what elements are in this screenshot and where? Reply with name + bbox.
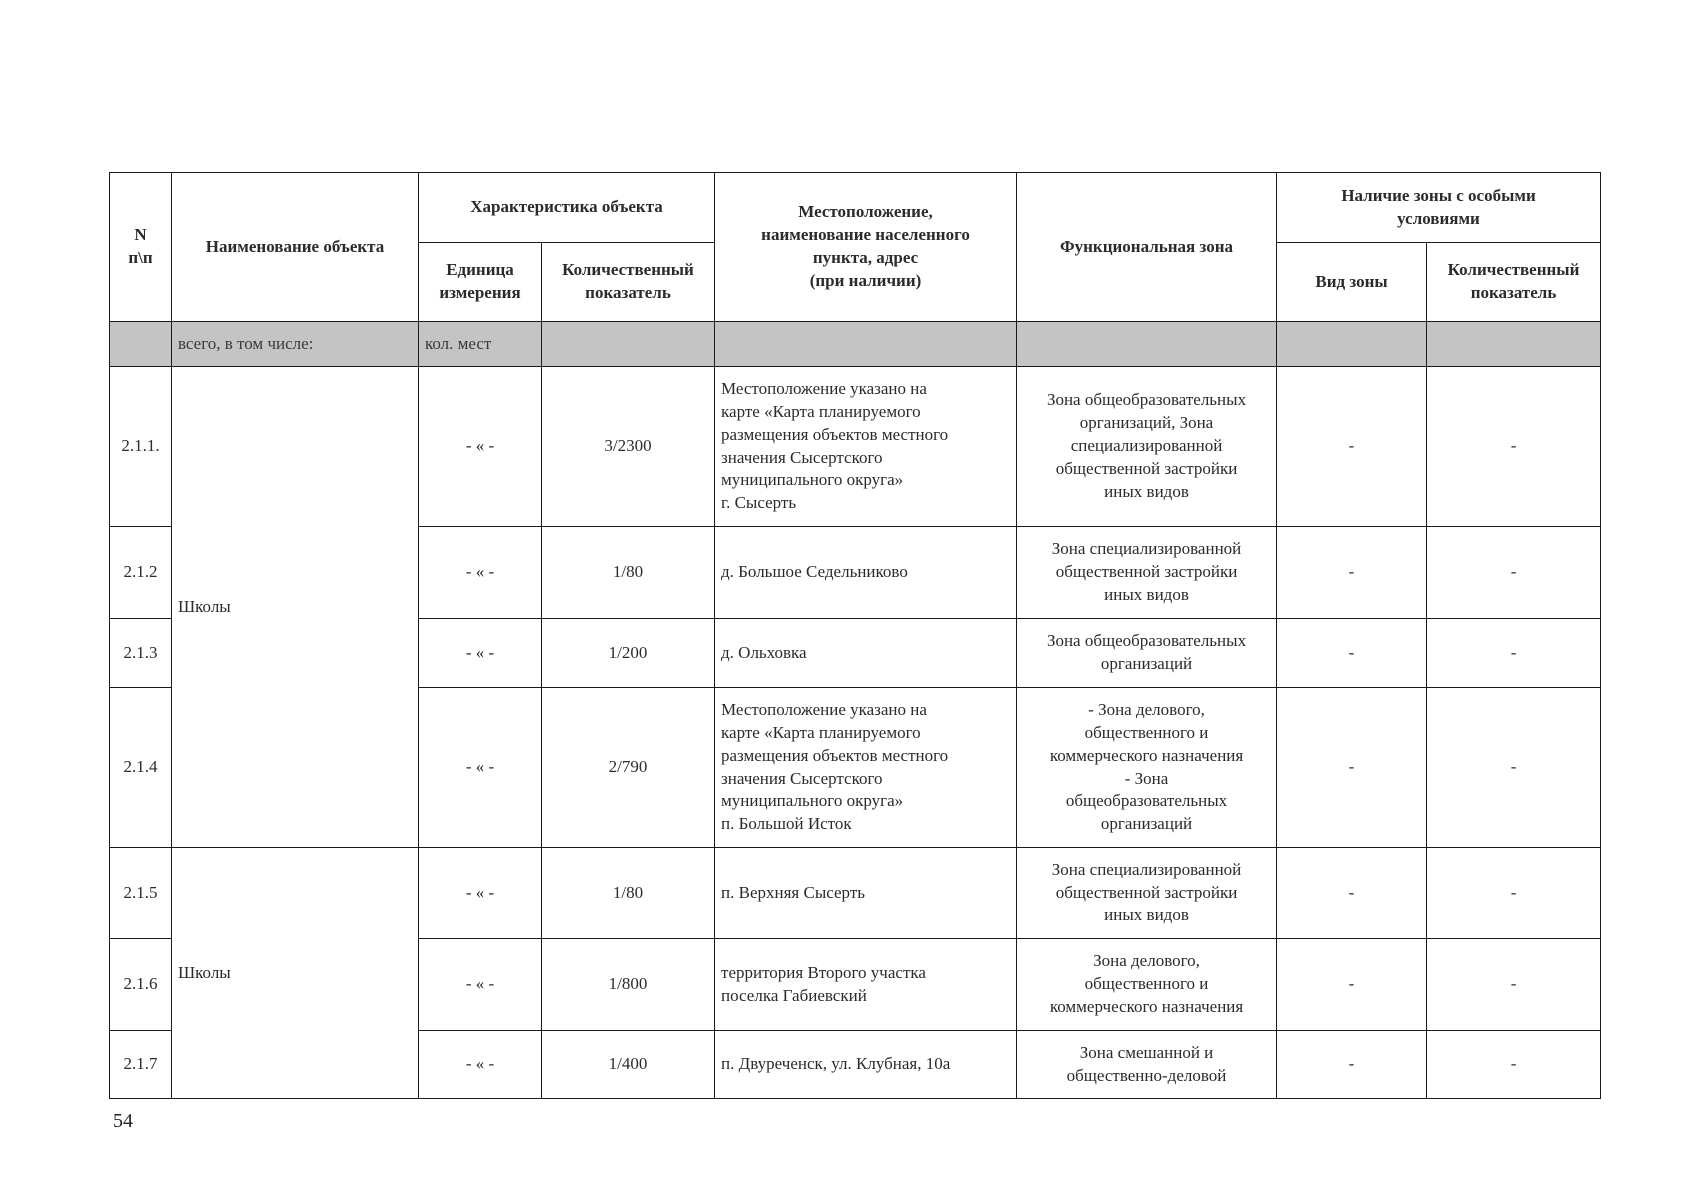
row-zone-type: -	[1277, 1031, 1427, 1099]
row-quantity: 1/800	[542, 939, 715, 1031]
row-zone-quantity: -	[1427, 688, 1601, 848]
row-quantity: 1/200	[542, 619, 715, 688]
row-unit: - « -	[419, 848, 542, 939]
group-name: Школы	[172, 848, 419, 1099]
table-row	[110, 848, 1601, 939]
row-zone-quantity: -	[1427, 1031, 1601, 1099]
row-location: д. Ольховка	[715, 619, 1017, 688]
header-name: Наименование объекта	[172, 173, 419, 322]
row-zone-quantity: -	[1427, 939, 1601, 1031]
header-location: Местоположение, наименование населенного пункта, адрес (при наличии)	[715, 173, 1017, 322]
row-num: 2.1.3	[110, 619, 172, 688]
row-func-zone: Зона общеобразовательных организаций	[1017, 619, 1277, 688]
header-zone-quantity: Количественный показатель	[1427, 243, 1601, 322]
group-name: Школы	[172, 367, 419, 848]
row-location: Местоположение указано на карте «Карта планируемого размещения объектов местного значения Сысертского муниципального округа» г. Сысерть	[715, 367, 1017, 527]
summary-row	[110, 322, 1601, 367]
row-zone-quantity: -	[1427, 848, 1601, 939]
row-location: п. Верхняя Сысерть	[715, 848, 1017, 939]
row-location: территория Второго участка поселка Габиевский	[715, 939, 1017, 1031]
header-quantity: Количественный показатель	[542, 243, 715, 322]
row-zone-type: -	[1277, 367, 1427, 527]
row-unit: - « -	[419, 939, 542, 1031]
row-zone-quantity: -	[1427, 367, 1601, 527]
row-quantity: 1/400	[542, 1031, 715, 1099]
header-num: N п\п	[110, 173, 172, 322]
summary-name: всего, в том числе:	[172, 322, 419, 367]
table-header	[110, 173, 1601, 322]
row-quantity: 1/80	[542, 527, 715, 619]
row-func-zone: - Зона делового, общественного и коммерческого назначения - Зона общеобразовательных организаций	[1017, 688, 1277, 848]
row-quantity: 1/80	[542, 848, 715, 939]
row-zone-type: -	[1277, 939, 1427, 1031]
row-quantity: 2/790	[542, 688, 715, 848]
objects-table	[109, 172, 1601, 1099]
row-num: 2.1.1.	[110, 367, 172, 527]
row-func-zone: Зона специализированной общественной застройки иных видов	[1017, 527, 1277, 619]
row-num: 2.1.7	[110, 1031, 172, 1099]
row-unit: - « -	[419, 527, 542, 619]
summary-num	[110, 322, 172, 367]
row-func-zone: Зона смешанной и общественно-деловой	[1017, 1031, 1277, 1099]
row-func-zone: Зона специализированной общественной застройки иных видов	[1017, 848, 1277, 939]
row-location: Местоположение указано на карте «Карта планируемого размещения объектов местного значения Сысертского муниципального округа» п. Большой Исток	[715, 688, 1017, 848]
header-func-zone: Функциональная зона	[1017, 173, 1277, 322]
row-unit: - « -	[419, 688, 542, 848]
table-row	[110, 367, 1601, 527]
page-number: 54	[113, 1110, 133, 1132]
row-num: 2.1.4	[110, 688, 172, 848]
row-location: п. Двуреченск, ул. Клубная, 10а	[715, 1031, 1017, 1099]
row-zone-type: -	[1277, 619, 1427, 688]
row-num: 2.1.6	[110, 939, 172, 1031]
row-func-zone: Зона делового, общественного и коммерческого назначения	[1017, 939, 1277, 1031]
row-zone-type: -	[1277, 527, 1427, 619]
row-zone-type: -	[1277, 688, 1427, 848]
row-num: 2.1.2	[110, 527, 172, 619]
row-unit: - « -	[419, 1031, 542, 1099]
header-special-zone: Наличие зоны с особыми условиями	[1277, 173, 1601, 243]
header-characteristic: Характеристика объекта	[419, 173, 715, 243]
header-unit: Единица измерения	[419, 243, 542, 322]
row-unit: - « -	[419, 619, 542, 688]
row-location: д. Большое Седельниково	[715, 527, 1017, 619]
summary-unit: кол. мест	[419, 322, 542, 367]
header-zone-type: Вид зоны	[1277, 243, 1427, 322]
table-body	[110, 322, 1601, 1099]
row-zone-type: -	[1277, 848, 1427, 939]
row-quantity: 3/2300	[542, 367, 715, 527]
row-unit: - « -	[419, 367, 542, 527]
row-zone-quantity: -	[1427, 527, 1601, 619]
row-zone-quantity: -	[1427, 619, 1601, 688]
row-num: 2.1.5	[110, 848, 172, 939]
row-func-zone: Зона общеобразовательных организаций, Зона специализированной общественной застройки иных видов	[1017, 367, 1277, 527]
